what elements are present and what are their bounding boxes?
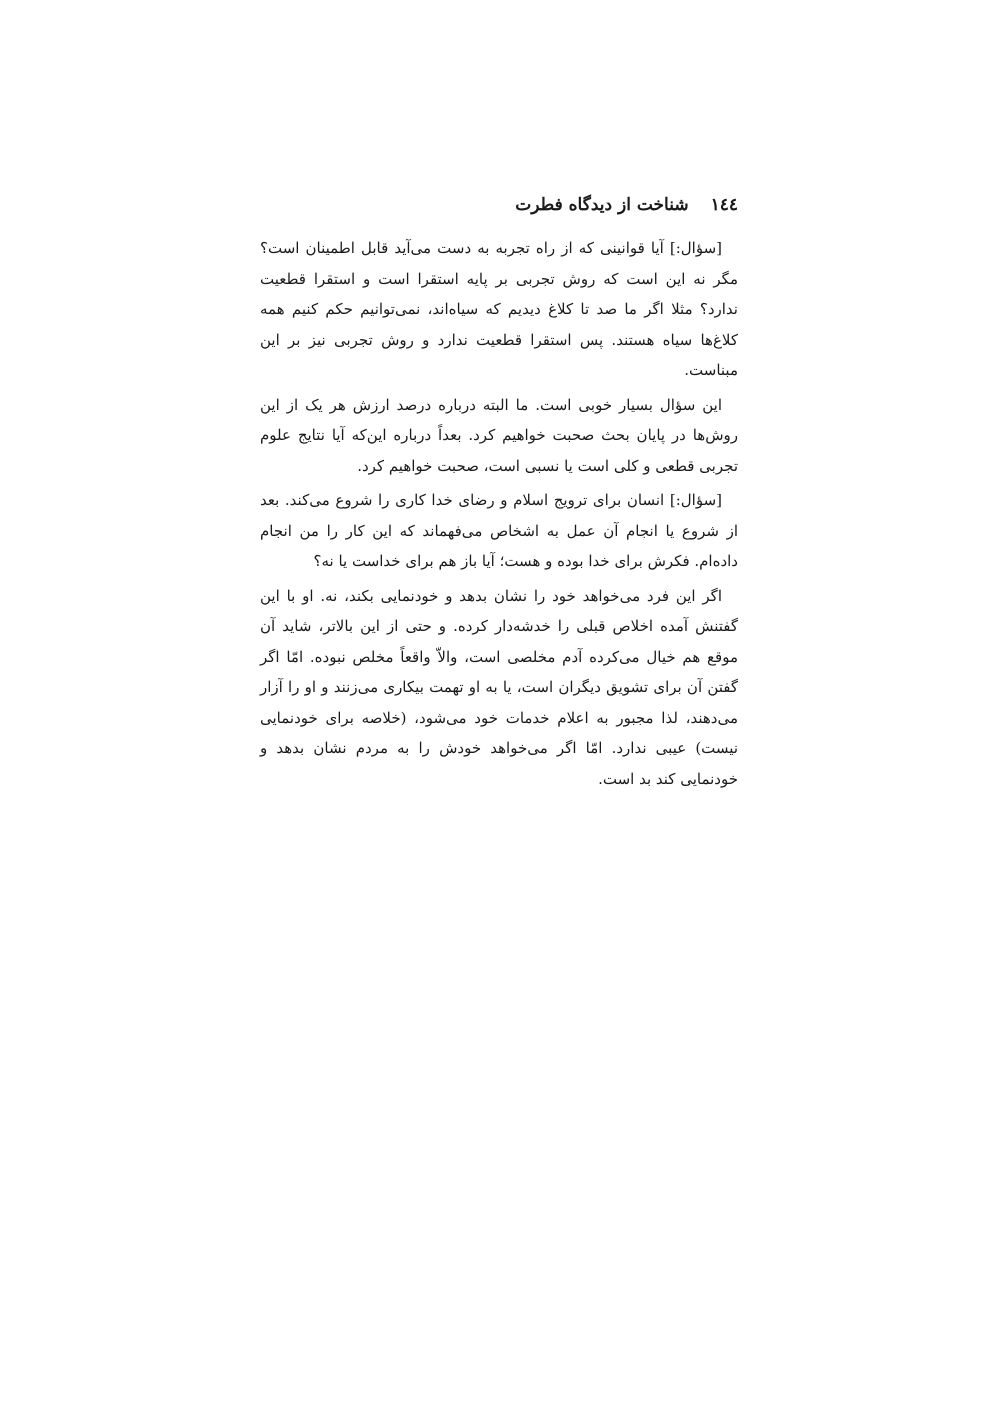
running-title: شناخت از دیدگاه فطرت (515, 195, 689, 215)
paragraph-question-2: [سؤال:] انسان برای ترویج اسلام و رضای خدا کاری را شروع می‌کند. بعد از شروع یا انجام آن عمل به اشخاص می‌فهماند که این کار را من انجام داده‌ام. فکرش برای خدا بوده و هست؛ آیا باز هم برای خداست یا نه؟ (260, 491, 738, 570)
page-header (260, 190, 738, 220)
page-number: ١٤٤ (710, 195, 738, 215)
paragraph-answer-2: اگر این فرد می‌خواهد خود را نشان بدهد و خودنمایی بکند، نه. او با این گفتنش آمده اخلاص قبلی را خدشه‌دار کرده. و حتی از این بالاتر، شاید آن موقع هم خیال می‌کرده آدم مخلصی است، والاّ واقعاً مخلص نبوده. امّا اگر گفتن آن برای تشویق دیگران است، یا به او تهمت بیکاری می‌زنند و او را آزار می‌دهند، لذا مجبور به اعلام خدمات خود می‌شود، (خلاصه برای خودنمایی نیست) عیبی ندارد. امّا اگر می‌خواهد خودش را به مردم نشان بدهد و خودنمایی کند بد است. (260, 586, 738, 788)
paragraph-answer-1: این سؤال بسیار خوبی است. ما البته درباره درصد ارزش هر یک از این روش‌ها در پایان بحث صحبت خواهیم کرد. بعداً درباره این‌که آیا نتایج علوم تجربی قطعی و کلی است یا نسبی است، صحبت خواهیم کرد. (260, 395, 738, 475)
paragraph-question-1: [سؤال:] آیا قوانینی که از راه تجربه به دست می‌آید قابل اطمینان است؟ مگر نه این است که روش تجربی بر پایه استقرا است و استقرا قطعیت ندارد؟ مثلا اگر ما صد تا کلاغ دیدیم که سیاه‌اند، نمی‌توانیم حکم کنیم همه کلاغ‌ها سیاه هستند. پس استقرا قطعیت ندارد و روش تجربی نیز بر این مبناست. (260, 239, 738, 379)
body-text (260, 233, 738, 798)
